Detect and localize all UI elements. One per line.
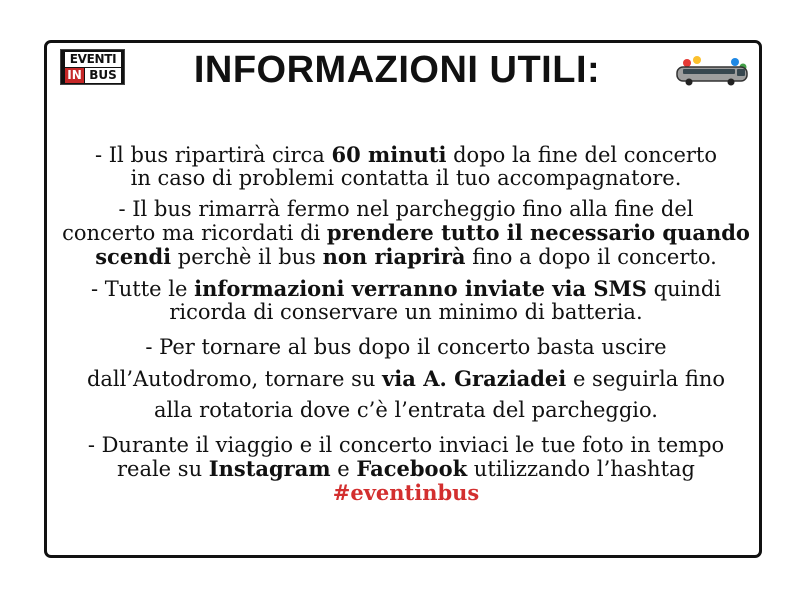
- text-segment: dopo la fine del concerto: [446, 143, 718, 167]
- text-segment: perchè il bus: [171, 245, 323, 269]
- text-segment: fino a dopo il concerto.: [465, 245, 717, 269]
- text-bold: Facebook: [356, 456, 468, 481]
- info-paragraph-sms: [47, 277, 765, 324]
- logo-text-inbus: [65, 68, 121, 83]
- page-title: INFORMAZIONI UTILI:: [193, 49, 601, 91]
- text-line: alla rotatoria dove c’è l’entrata del parcheggio.: [154, 398, 658, 422]
- hashtag: #eventinbus: [332, 480, 480, 505]
- text-line: - Il bus rimarrà fermo nel parcheggio fino alla fine del: [118, 197, 694, 221]
- text-segment: e: [330, 457, 357, 481]
- text-bold: informazioni verranno inviate via SMS: [194, 276, 647, 301]
- logo-text-eventi: EVENTI: [65, 52, 121, 67]
- info-paragraph-parking: [47, 198, 765, 269]
- text-segment: concerto ma ricordati di: [62, 221, 327, 245]
- text-bold: Instagram: [208, 456, 331, 481]
- text-segment: dall’Autodromo, tornare su: [86, 367, 383, 391]
- info-paragraph-social: [47, 434, 765, 504]
- info-paragraph-return: [47, 332, 765, 426]
- text-segment: quindi: [646, 277, 722, 301]
- text-line: in caso di problemi contatta il tuo accompagnatore.: [130, 166, 682, 190]
- text-segment: - Tutte le: [90, 277, 195, 301]
- text-segment: e seguirla fino: [566, 367, 726, 391]
- text-bold: non riaprirà: [322, 244, 466, 269]
- info-body: [47, 143, 765, 512]
- text-line: ricorda di conservare un minimo di batteria.: [169, 300, 643, 324]
- text-line: - Per tornare al bus dopo il concerto basta uscire: [145, 335, 667, 359]
- text-bold: prendere tutto il necessario quando: [326, 220, 750, 245]
- info-paragraph-departure: [47, 143, 765, 190]
- eventinbus-logo-icon: [60, 49, 125, 85]
- text-line: - Durante il viaggio e il concerto inviaci le tue foto in tempo: [87, 433, 725, 457]
- info-card: [44, 40, 762, 558]
- text-bold: 60 minuti: [331, 142, 447, 167]
- text-segment: reale su: [116, 457, 209, 481]
- text-bold: via A. Graziadei: [382, 366, 567, 391]
- bus-icon: [673, 53, 753, 89]
- text-segment: utilizzando l’hashtag: [467, 457, 695, 481]
- text-bold: scendi: [95, 244, 172, 269]
- text-segment: - Il bus ripartirà circa: [94, 143, 332, 167]
- logo-text-in: IN: [65, 68, 84, 83]
- logo-text-bus: BUS: [85, 68, 121, 83]
